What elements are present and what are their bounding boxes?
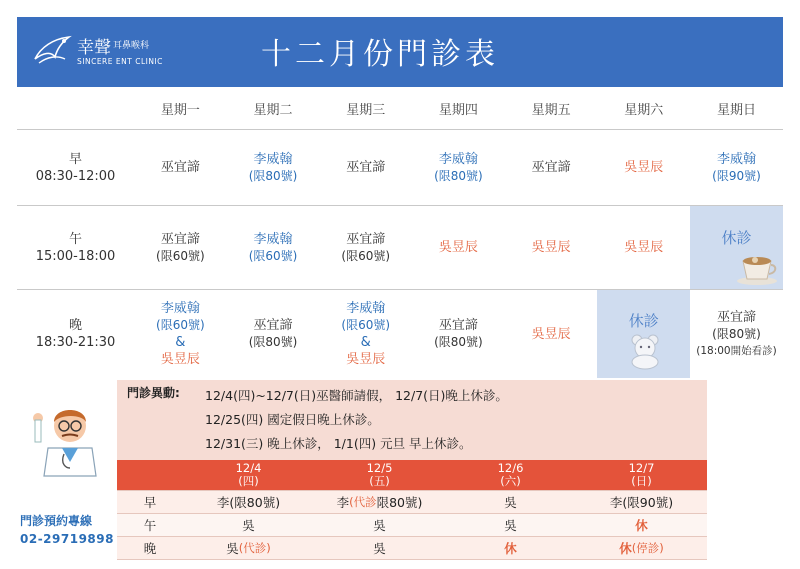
doctor-name: 巫宜諦	[253, 318, 293, 333]
mini-cell	[183, 537, 314, 559]
doctor-initial: 李	[336, 494, 350, 510]
mini-cell: 吳	[373, 540, 386, 556]
day-header: 星期一	[160, 103, 200, 118]
mini-cell	[576, 491, 707, 513]
appointment-label: 門診預約專線	[20, 514, 93, 528]
mini-cell: 吳	[504, 494, 517, 510]
doctor-name: 巫宜諦	[160, 231, 200, 247]
session-name: 早	[68, 151, 82, 167]
patient-limit: (限60號)	[156, 318, 205, 332]
notice-line: 12/4(四)~12/7(日)巫醫師請假， 12/7(日)晚上休診。	[205, 388, 508, 403]
logo-specialty: 耳鼻喉科	[113, 41, 150, 51]
date: 12/5	[366, 461, 393, 475]
date: 12/7	[628, 461, 655, 475]
corner-cell	[17, 92, 134, 129]
substitute-note: (代診)	[238, 540, 271, 555]
doctor-name: 李威翰	[438, 151, 478, 167]
morning-row	[17, 130, 783, 206]
day-header: 星期五	[531, 103, 571, 118]
session-label	[17, 206, 134, 289]
mini-date-header	[576, 460, 707, 490]
patient-limit: (限80號)	[434, 335, 483, 349]
notice-line: 12/31(三) 晚上休診， 1/1(四) 元旦 早上休診。	[205, 436, 472, 451]
appointment-phone[interactable]: 02-29719898	[20, 532, 114, 546]
doctor-name: 李威翰	[160, 301, 200, 316]
schedule-cell	[227, 290, 320, 378]
mini-cell	[183, 491, 314, 513]
session-label: 早	[143, 494, 157, 510]
doctor-name: 巫宜諦	[531, 160, 571, 175]
logo-chinese-name: 幸聲	[77, 38, 111, 58]
mini-header-row	[117, 460, 707, 491]
mini-cell: 吳	[242, 517, 255, 533]
mini-afternoon-row	[117, 514, 707, 537]
mini-date-header	[445, 460, 576, 490]
day-header: 星期四	[438, 103, 478, 118]
doctor-name: 巫宜諦	[438, 318, 478, 333]
day-header: 星期二	[253, 103, 293, 118]
patient-limit: (限80號)	[712, 326, 761, 341]
mini-date-header	[183, 460, 314, 490]
doctor-initial: 李	[609, 494, 623, 510]
doctor-name: 吳昱辰	[624, 160, 664, 175]
rest-cell	[597, 290, 690, 378]
doctor-name: 吳昱辰	[531, 326, 571, 342]
mini-cell: 休	[504, 540, 517, 556]
patient-limit: (限80號)	[434, 168, 483, 183]
session-time: 08:30-12:00	[35, 168, 116, 184]
patient-limit: (限90號)	[622, 494, 674, 510]
mini-corner-cell	[117, 460, 183, 490]
evening-row	[17, 290, 783, 378]
patient-limit: (限80號)	[248, 168, 298, 183]
mini-morning-row	[117, 491, 707, 514]
mini-date-header	[314, 460, 445, 490]
schedule-cell	[227, 130, 320, 205]
rest-label: 休診	[628, 311, 659, 330]
afternoon-row	[17, 206, 783, 290]
teddy-bear-icon	[625, 330, 665, 370]
mini-evening-row	[117, 537, 707, 560]
header-banner	[17, 17, 783, 87]
schedule-cell	[134, 206, 227, 289]
schedule-cell	[227, 206, 320, 289]
session-name: 午	[68, 231, 82, 247]
day-header: 星期三	[346, 103, 386, 118]
schedule-header-row	[17, 92, 783, 130]
weekday: (六)	[500, 474, 521, 488]
doctor-name: 李威翰	[716, 151, 756, 167]
schedule-cell	[597, 206, 690, 289]
session-label: 午	[143, 517, 157, 533]
doctor-name: 吳昱辰	[531, 240, 571, 255]
schedule-cell	[412, 290, 505, 378]
doctor-name: 巫宜諦	[346, 160, 386, 175]
weekday: (四)	[238, 474, 259, 488]
doctor-name: 吳昱辰	[624, 240, 664, 255]
weekday: (五)	[369, 474, 390, 488]
schedule-cell	[319, 290, 412, 378]
mini-cell: 休	[635, 517, 648, 533]
schedule-cell	[412, 206, 505, 289]
schedule-cell	[597, 130, 690, 205]
schedule-cell	[134, 290, 227, 378]
patient-limit: (限60號)	[248, 248, 298, 263]
start-time-note: (18:00開始看診)	[696, 344, 777, 357]
schedule-cell	[690, 290, 783, 378]
closed-label: 休	[619, 540, 632, 556]
logo-english-name: SINCERE ENT CLINIC	[77, 57, 163, 66]
doctor-name: 吳昱辰	[346, 352, 386, 367]
day-header: 星期日	[716, 103, 756, 118]
and-symbol: &	[175, 335, 186, 350]
date: 12/4	[235, 461, 262, 475]
date: 12/6	[497, 461, 524, 475]
doctor-initial: 李	[216, 494, 230, 510]
schedule-cell	[134, 130, 227, 205]
patient-limit: (限60號)	[156, 248, 205, 263]
doctor-name: 吳昱辰	[160, 352, 200, 367]
schedule-cell	[505, 206, 598, 289]
notice-label: 門診異動:	[127, 386, 180, 400]
session-time: 15:00-18:00	[35, 248, 116, 264]
notice-line: 12/25(四) 國定假日晚上休診。	[205, 412, 380, 427]
doctor-name: 李威翰	[253, 231, 293, 247]
session-name: 晚	[68, 318, 82, 333]
mini-cell: 吳	[504, 517, 517, 533]
session-label	[17, 130, 134, 205]
doctor-name: 李威翰	[253, 151, 293, 167]
doctor-name: 李威翰	[346, 301, 386, 316]
doctor-illustration-icon	[30, 388, 110, 478]
schedule-cell	[412, 130, 505, 205]
clinic-schedule-table	[17, 92, 783, 378]
doctor-name: 巫宜諦	[346, 231, 386, 247]
substitute-note: (代診	[349, 494, 377, 509]
doctor-name: 巫宜諦	[716, 309, 756, 325]
mini-cell	[576, 537, 707, 559]
session-label: 晚	[143, 540, 157, 556]
rest-label: 休診	[721, 229, 752, 247]
day-header: 星期六	[624, 103, 664, 118]
coffee-cup-icon	[735, 247, 779, 287]
clinic-logo	[31, 27, 171, 77]
schedule-cell	[505, 290, 598, 378]
bird-logo-icon	[31, 29, 73, 69]
weekday: (日)	[631, 474, 652, 488]
schedule-cell	[319, 130, 412, 205]
mini-cell: 吳	[373, 517, 386, 533]
doctor-name: 吳昱辰	[438, 240, 478, 255]
patient-limit: 限80號)	[376, 494, 423, 510]
change-schedule-table	[117, 460, 707, 560]
doctor-name: 巫宜諦	[160, 160, 200, 175]
page-title: 十二月份門診表	[261, 37, 499, 72]
patient-limit: (限80號)	[248, 335, 298, 349]
session-label	[17, 290, 134, 378]
schedule-cell	[690, 130, 783, 205]
mini-cell	[314, 491, 445, 513]
schedule-cell	[319, 206, 412, 289]
rest-cell	[690, 206, 783, 289]
patient-limit: (限60號)	[341, 248, 391, 263]
patient-limit: (限60號)	[341, 318, 391, 332]
patient-limit: (限80號)	[229, 494, 281, 510]
doctor-initial: 吳	[226, 540, 239, 556]
session-time: 18:30-21:30	[35, 335, 116, 350]
and-symbol: &	[360, 335, 371, 350]
suspended-note: (停診)	[631, 540, 664, 555]
patient-limit: (限90號)	[712, 168, 761, 183]
schedule-cell	[505, 130, 598, 205]
